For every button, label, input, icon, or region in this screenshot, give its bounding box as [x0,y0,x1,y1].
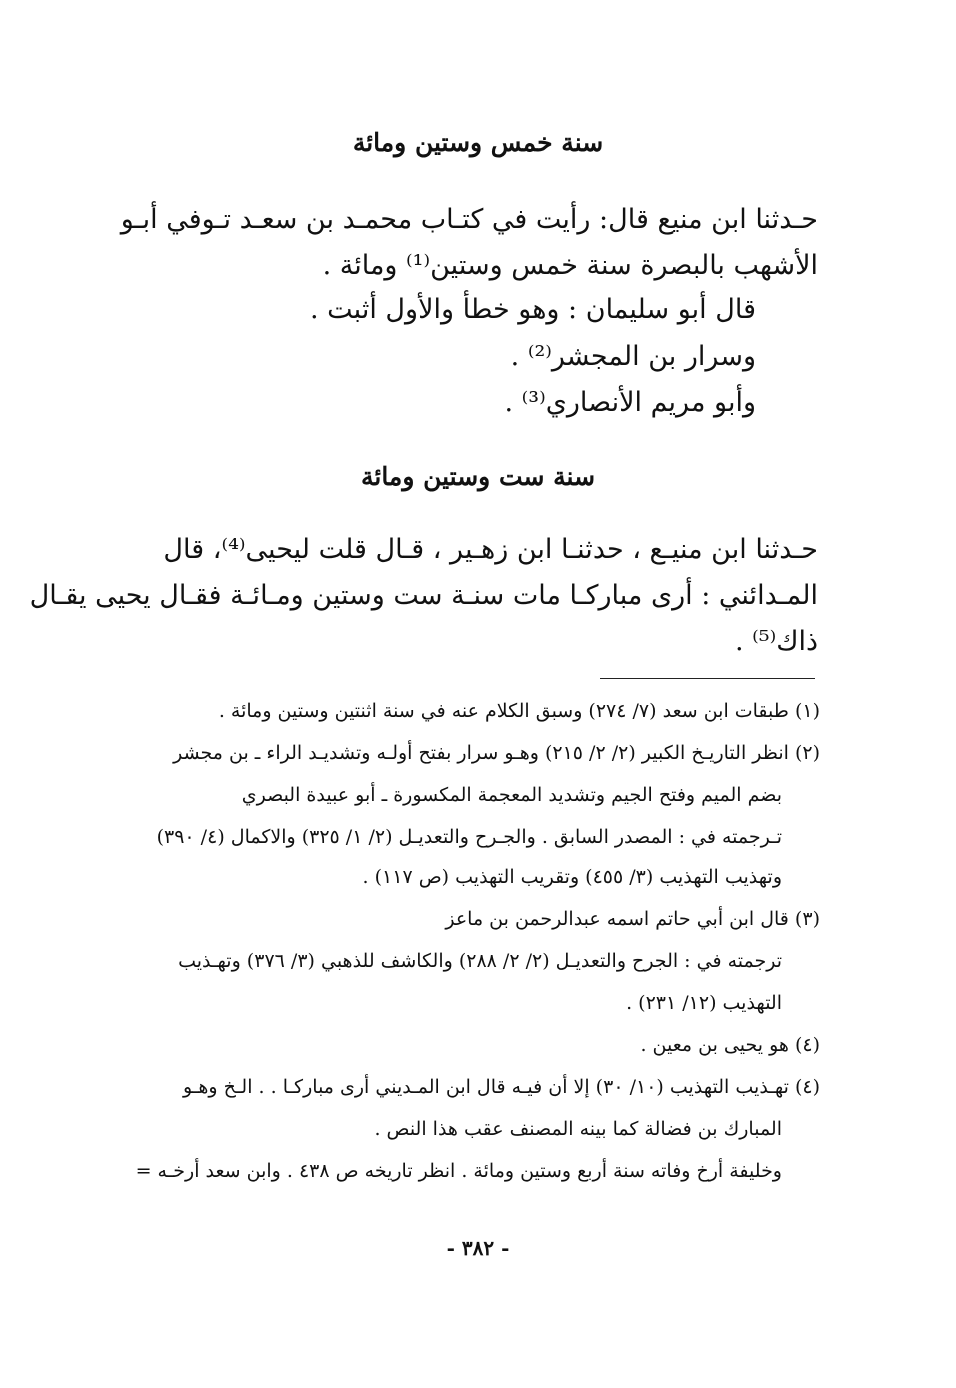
footnote-line: المبارك بن فضالة كما بينه المصنف عقب هذا النص . [374,1118,782,1140]
footnote-line: بضم الميم وفتح الجيم وتشديد المعجمة المكسورة ـ أبو عبيدة البصري [241,784,782,806]
footnote-separator [600,678,815,679]
footnote-line: تـرجمته في : المصدر السابق . والجـرح والتعديـل (٢/ ١/ ٣٢٥) والاكمال (٤/ ٣٩٠) [156,826,782,848]
main-text-line: الأشهب بالبصرة سنة خمس وستين⁽¹⁾ ومائة . [322,250,818,281]
footnote-line: وخليفة أرخ وفاته سنة أربع وستين ومائة . انظر تاريخه ص ٤٣٨ . وابن سعد أرخـه = [135,1160,782,1182]
main-text-line: ذاك⁽⁵⁾ . [734,626,818,657]
footnote-line: التهذيب (١٢/ ٢٣١) . [626,992,782,1014]
main-text-line: وأبو مريم الأنصاري⁽³⁾ . [504,387,756,418]
main-text-line: حـدثنا ابن منيع قال: رأيت في كتـاب محمـد بن سعـد تـوفي أبـو [120,204,818,235]
footnote-line: (١) طبقات ابن سعد (٧/ ٢٧٤) وسبق الكلام عنه في سنة اثنتين وستين ومائة . [218,700,820,722]
main-text-line: المـدائني : أرى مباركـا مات سنـة ست وستين ومـائـة فقـال يحيى يقـال [29,580,818,611]
main-text-line: حـدثنا ابن منيـع ، حدثنـا ابن زهـير ، قـال قلت ليحيى⁽⁴⁾، قال [163,534,818,565]
footnote-line: ترجمته في : الجرح والتعديـل (٢/ ٢/ ٢٨٨) والكاشف للذهبي (٣/ ٣٧٦) وتهـذيب [178,950,782,972]
footnote-line: (٣) قال ابن أبي حاتم اسمه عبدالرحمن بن ماعز [445,908,820,930]
page-number: - ٣٨٢ - [446,1236,510,1260]
footnote-line: (٢) انظر التاريـخ الكبير (٢/ ٢/ ٢١٥) وهـو سرار بفتح أولـه وتشديـد الراء ـ بن مجشر [173,742,820,764]
section-heading-165: سنة خمس وستين ومائة [352,128,604,157]
main-text-line: وسرار بن المجشر⁽²⁾ . [510,341,756,372]
section-heading-166: سنة ست وستين ومائة [360,462,596,491]
footnote-line: (٤) تهـذيب التهذيب (١٠/ ٣٠) إلا أن فيـه قال ابن المـديني أرى مباركـا . . الـخ وهـو [182,1076,820,1098]
footnote-line: (٤) هو يحيى بن معين . [640,1034,820,1056]
footnote-line: وتهذيب التهذيب (٣/ ٤٥٥) وتقريب التهذيب (ص ١١٧) . [362,866,782,888]
main-text-line: قال أبو سليمان : وهو خطأ والأول أثبت . [310,294,756,325]
